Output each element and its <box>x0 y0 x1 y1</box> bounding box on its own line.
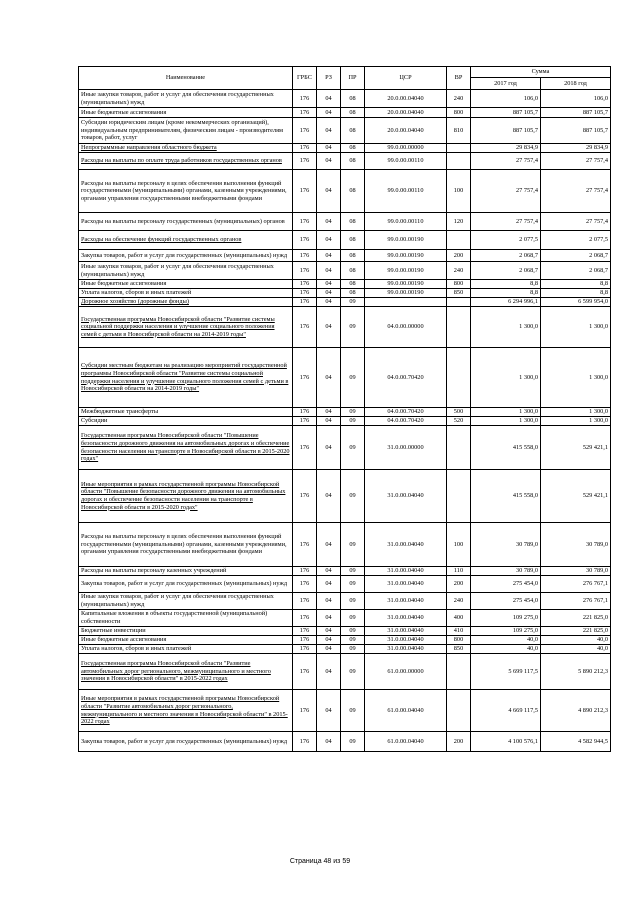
cell-sum-2017: 109 275,0 <box>471 610 541 627</box>
cell-sum-2017: 8,8 <box>471 280 541 289</box>
cell-csr: 31.0.00.04040 <box>365 576 447 593</box>
cell-sum-2017: 1 300,0 <box>471 408 541 417</box>
cell-vr <box>447 654 471 690</box>
cell-vr: 850 <box>447 645 471 654</box>
cell-sum-2018: 276 767,1 <box>541 593 611 610</box>
cell-csr <box>365 298 447 307</box>
cell-pr: 08 <box>341 231 365 250</box>
cell-pr: 09 <box>341 307 365 348</box>
cell-sum-2017: 415 558,0 <box>471 470 541 523</box>
cell-grbs: 176 <box>293 610 317 627</box>
cell-pr: 08 <box>341 289 365 298</box>
cell-csr: 31.0.00.04040 <box>365 645 447 654</box>
cell-sum-2018: 27 757,4 <box>541 153 611 170</box>
cell-sum-2018: 30 789,0 <box>541 523 611 567</box>
cell-name: Государственная программа Новосибирской области "Повышение безопасности дорожного движения на автомобильных дорогах и обеспечение безопасности населения на транспорте в Новосибирской области в 2015-2020 годах" <box>79 426 293 470</box>
table-row <box>79 118 611 144</box>
cell-csr: 31.0.00.04040 <box>365 470 447 523</box>
cell-grbs: 176 <box>293 213 317 231</box>
cell-grbs: 176 <box>293 298 317 307</box>
cell-sum-2018: 529 421,1 <box>541 470 611 523</box>
cell-vr: 500 <box>447 408 471 417</box>
cell-sum-2017: 109 275,0 <box>471 627 541 636</box>
header-grbs: ГРБС <box>293 67 317 90</box>
cell-name: Государственная программа Новосибирской области "Развитие автомобильных дорог регионального, межмуниципального и местного значения в Новосибирской области" в 2015-2022 годах <box>79 654 293 690</box>
cell-vr: 400 <box>447 610 471 627</box>
cell-csr: 04.0.00.70420 <box>365 417 447 426</box>
cell-pr: 09 <box>341 627 365 636</box>
cell-name: Закупка товаров, работ и услуг для государственных (муниципальных) нужд <box>79 732 293 752</box>
cell-csr: 31.0.00.00000 <box>365 426 447 470</box>
table-row <box>79 627 611 636</box>
cell-rz: 04 <box>317 610 341 627</box>
cell-sum-2018: 8,8 <box>541 289 611 298</box>
cell-rz: 04 <box>317 118 341 144</box>
cell-rz: 04 <box>317 153 341 170</box>
cell-grbs: 176 <box>293 231 317 250</box>
cell-name: Иные бюджетные ассигнования <box>79 280 293 289</box>
cell-sum-2018: 27 757,4 <box>541 170 611 213</box>
cell-grbs: 176 <box>293 262 317 280</box>
cell-grbs: 176 <box>293 170 317 213</box>
cell-rz: 04 <box>317 636 341 645</box>
cell-sum-2018: 4 582 944,5 <box>541 732 611 752</box>
cell-grbs: 176 <box>293 593 317 610</box>
cell-csr: 04.0.00.70420 <box>365 408 447 417</box>
cell-vr: 200 <box>447 576 471 593</box>
cell-name: Непрограммные направления областного бюджета <box>79 144 293 153</box>
cell-csr: 99.0.00.00110 <box>365 153 447 170</box>
cell-rz: 04 <box>317 576 341 593</box>
cell-rz: 04 <box>317 280 341 289</box>
cell-sum-2017: 1 300,0 <box>471 348 541 408</box>
header-year-2018: 2018 год <box>541 78 611 90</box>
cell-sum-2018: 30 789,0 <box>541 567 611 576</box>
cell-vr: 240 <box>447 90 471 108</box>
cell-name: Субсидии <box>79 417 293 426</box>
cell-vr <box>447 144 471 153</box>
cell-vr: 200 <box>447 732 471 752</box>
cell-pr: 09 <box>341 408 365 417</box>
header-name: Наименование <box>79 67 293 90</box>
cell-grbs: 176 <box>293 627 317 636</box>
cell-pr: 09 <box>341 636 365 645</box>
cell-sum-2018: 27 757,4 <box>541 213 611 231</box>
cell-pr: 09 <box>341 417 365 426</box>
table-row <box>79 144 611 153</box>
cell-pr: 09 <box>341 298 365 307</box>
cell-grbs: 176 <box>293 690 317 732</box>
cell-sum-2018: 276 767,1 <box>541 576 611 593</box>
cell-name: Бюджетные инвестиции <box>79 627 293 636</box>
cell-sum-2018: 1 300,0 <box>541 307 611 348</box>
cell-rz: 04 <box>317 426 341 470</box>
cell-rz: 04 <box>317 627 341 636</box>
cell-pr: 09 <box>341 523 365 567</box>
cell-name: Иные закупки товаров, работ и услуг для обеспечения государственных (муниципальных) нужд <box>79 593 293 610</box>
page-number: Страница 48 из 59 <box>289 858 351 865</box>
table-row <box>79 153 611 170</box>
cell-grbs: 176 <box>293 408 317 417</box>
cell-rz: 04 <box>317 231 341 250</box>
cell-vr <box>447 426 471 470</box>
cell-grbs: 176 <box>293 280 317 289</box>
cell-sum-2017: 275 454,0 <box>471 576 541 593</box>
table-row <box>79 593 611 610</box>
table-row <box>79 213 611 231</box>
cell-pr: 09 <box>341 610 365 627</box>
cell-pr: 09 <box>341 732 365 752</box>
cell-pr: 09 <box>341 690 365 732</box>
cell-csr: 99.0.00.00000 <box>365 144 447 153</box>
cell-sum-2018: 40,0 <box>541 636 611 645</box>
cell-vr <box>447 231 471 250</box>
cell-sum-2017: 27 757,4 <box>471 153 541 170</box>
cell-sum-2018: 1 300,0 <box>541 408 611 417</box>
table-row <box>79 262 611 280</box>
cell-pr: 09 <box>341 348 365 408</box>
cell-name: Дорожное хозяйство (дорожные фонды) <box>79 298 293 307</box>
table-row <box>79 426 611 470</box>
cell-sum-2018: 5 890 212,3 <box>541 654 611 690</box>
cell-vr: 100 <box>447 170 471 213</box>
table-row <box>79 170 611 213</box>
cell-pr: 08 <box>341 144 365 153</box>
cell-sum-2017: 275 454,0 <box>471 593 541 610</box>
cell-sum-2018: 2 068,7 <box>541 250 611 262</box>
cell-grbs: 176 <box>293 118 317 144</box>
cell-sum-2017: 4 100 576,1 <box>471 732 541 752</box>
cell-rz: 04 <box>317 90 341 108</box>
cell-name: Расходы на выплаты персоналу казенных учреждений <box>79 567 293 576</box>
table-row <box>79 250 611 262</box>
cell-csr: 31.0.00.04040 <box>365 610 447 627</box>
cell-sum-2017: 40,0 <box>471 636 541 645</box>
table-row <box>79 690 611 732</box>
cell-grbs: 176 <box>293 567 317 576</box>
header-vr: ВР <box>447 67 471 90</box>
cell-name: Иные мероприятия в рамках государственной программы Новосибирской области "Развитие автомобильных дорог регионального, межмуниципального и местного значения в Новосибирской области" в 2015-2022 годах <box>79 690 293 732</box>
cell-sum-2018: 2 077,5 <box>541 231 611 250</box>
cell-pr: 08 <box>341 118 365 144</box>
cell-sum-2018: 887 105,7 <box>541 108 611 118</box>
cell-name: Расходы на выплаты персоналу в целях обеспечения выполнения функций государственными (муниципальными) органами, казенными учреждениями, органами управления государственными внебюджетными фондами <box>79 170 293 213</box>
cell-pr: 09 <box>341 567 365 576</box>
cell-csr: 99.0.00.00190 <box>365 250 447 262</box>
cell-pr: 09 <box>341 645 365 654</box>
cell-name: Иные закупки товаров, работ и услуг для обеспечения государственных (муниципальных) нужд <box>79 262 293 280</box>
cell-rz: 04 <box>317 523 341 567</box>
cell-rz: 04 <box>317 298 341 307</box>
cell-csr: 04.0.00.70420 <box>365 348 447 408</box>
cell-name: Расходы на выплаты персоналу государственных (муниципальных) органов <box>79 213 293 231</box>
cell-sum-2017: 106,0 <box>471 90 541 108</box>
cell-sum-2017: 2 068,7 <box>471 262 541 280</box>
cell-rz: 04 <box>317 250 341 262</box>
cell-sum-2017: 2 077,5 <box>471 231 541 250</box>
header-rz: РЗ <box>317 67 341 90</box>
cell-csr: 61.0.00.04040 <box>365 732 447 752</box>
cell-pr: 08 <box>341 262 365 280</box>
cell-vr: 240 <box>447 262 471 280</box>
cell-sum-2017: 8,8 <box>471 289 541 298</box>
cell-pr: 08 <box>341 108 365 118</box>
cell-vr: 800 <box>447 280 471 289</box>
cell-pr: 08 <box>341 250 365 262</box>
table-body <box>79 90 611 752</box>
cell-vr: 520 <box>447 417 471 426</box>
table-row <box>79 470 611 523</box>
cell-name: Иные бюджетные ассигнования <box>79 636 293 645</box>
cell-vr: 110 <box>447 567 471 576</box>
cell-sum-2018: 106,0 <box>541 90 611 108</box>
cell-vr: 850 <box>447 289 471 298</box>
table-row <box>79 280 611 289</box>
table-row <box>79 576 611 593</box>
cell-pr: 08 <box>341 213 365 231</box>
cell-sum-2017: 2 068,7 <box>471 250 541 262</box>
cell-sum-2018: 221 825,0 <box>541 627 611 636</box>
cell-name: Иные мероприятия в рамках государственной программы Новосибирской области "Повышение безопасности дорожного движения на автомобильных дорогах и обеспечение безопасности населения на транспорте в Новосибирской области в 2015-2020 годах" <box>79 470 293 523</box>
cell-pr: 08 <box>341 280 365 289</box>
cell-grbs: 176 <box>293 576 317 593</box>
cell-csr: 04.0.00.00000 <box>365 307 447 348</box>
cell-csr: 99.0.00.00110 <box>365 170 447 213</box>
cell-sum-2017: 40,0 <box>471 645 541 654</box>
table-row <box>79 289 611 298</box>
cell-grbs: 176 <box>293 348 317 408</box>
cell-sum-2017: 29 834,9 <box>471 144 541 153</box>
table-row <box>79 523 611 567</box>
cell-name: Капитальные вложения в объекты государственной (муниципальной) собственности <box>79 610 293 627</box>
table-row <box>79 654 611 690</box>
cell-pr: 08 <box>341 90 365 108</box>
cell-rz: 04 <box>317 645 341 654</box>
cell-pr: 09 <box>341 576 365 593</box>
cell-name: Закупка товаров, работ и услуг для государственных (муниципальных) нужд <box>79 576 293 593</box>
cell-sum-2018: 1 300,0 <box>541 417 611 426</box>
cell-vr: 800 <box>447 108 471 118</box>
cell-name: Межбюджетные трансферты <box>79 408 293 417</box>
cell-csr: 20.0.00.04040 <box>365 90 447 108</box>
budget-table <box>78 66 611 752</box>
cell-sum-2018: 29 834,9 <box>541 144 611 153</box>
cell-name: Иные бюджетные ассигнования <box>79 108 293 118</box>
header-row-top <box>79 67 611 78</box>
cell-vr <box>447 298 471 307</box>
cell-csr: 99.0.00.00190 <box>365 262 447 280</box>
cell-name: Субсидии юридическим лицам (кроме некоммерческих организаций), индивидуальным предпринимателям, физическим лицам - производителям товаров, работ, услуг <box>79 118 293 144</box>
cell-vr: 120 <box>447 213 471 231</box>
cell-rz: 04 <box>317 690 341 732</box>
cell-pr: 09 <box>341 593 365 610</box>
cell-sum-2018: 4 890 212,3 <box>541 690 611 732</box>
cell-name: Субсидии местным бюджетам на реализацию мероприятий государственной программы Новосибирской области "Развитие системы социальной поддержки населения и улучшение социального положения семей с детьми в Новосибирской области на 2014-2019 годы" <box>79 348 293 408</box>
cell-vr <box>447 470 471 523</box>
cell-csr: 99.0.00.00190 <box>365 280 447 289</box>
cell-grbs: 176 <box>293 144 317 153</box>
table-row <box>79 108 611 118</box>
cell-pr: 08 <box>341 170 365 213</box>
cell-rz: 04 <box>317 408 341 417</box>
cell-rz: 04 <box>317 144 341 153</box>
cell-rz: 04 <box>317 213 341 231</box>
cell-rz: 04 <box>317 654 341 690</box>
table-row <box>79 298 611 307</box>
cell-csr: 20.0.00.04040 <box>365 118 447 144</box>
table-row <box>79 636 611 645</box>
cell-sum-2017: 1 300,0 <box>471 307 541 348</box>
cell-pr: 09 <box>341 470 365 523</box>
cell-sum-2018: 2 068,7 <box>541 262 611 280</box>
cell-grbs: 176 <box>293 470 317 523</box>
cell-sum-2017: 27 757,4 <box>471 213 541 231</box>
table-row <box>79 645 611 654</box>
table-row <box>79 732 611 752</box>
cell-vr <box>447 348 471 408</box>
cell-rz: 04 <box>317 593 341 610</box>
cell-rz: 04 <box>317 348 341 408</box>
cell-sum-2018: 40,0 <box>541 645 611 654</box>
cell-sum-2018: 221 825,0 <box>541 610 611 627</box>
cell-vr <box>447 690 471 732</box>
cell-csr: 99.0.00.00110 <box>365 213 447 231</box>
cell-rz: 04 <box>317 262 341 280</box>
cell-name: Иные закупки товаров, работ и услуг для обеспечения государственных (муниципальных) нужд <box>79 90 293 108</box>
cell-grbs: 176 <box>293 250 317 262</box>
table-row <box>79 307 611 348</box>
header-sum: Сумма <box>471 67 611 78</box>
cell-vr: 200 <box>447 250 471 262</box>
table-row <box>79 417 611 426</box>
cell-name: Расходы на выплаты персоналу в целях обеспечения выполнения функций государственными (муниципальными) органами, казенными учреждениями, органами управления государственными внебюджетными фондами <box>79 523 293 567</box>
cell-grbs: 176 <box>293 654 317 690</box>
cell-rz: 04 <box>317 289 341 298</box>
cell-pr: 09 <box>341 654 365 690</box>
cell-sum-2017: 27 757,4 <box>471 170 541 213</box>
cell-grbs: 176 <box>293 426 317 470</box>
cell-vr: 810 <box>447 118 471 144</box>
cell-sum-2018: 8,8 <box>541 280 611 289</box>
cell-sum-2017: 1 300,0 <box>471 417 541 426</box>
cell-grbs: 176 <box>293 636 317 645</box>
cell-sum-2018: 1 300,0 <box>541 348 611 408</box>
cell-name: Закупка товаров, работ и услуг для государственных (муниципальных) нужд <box>79 250 293 262</box>
cell-rz: 04 <box>317 108 341 118</box>
cell-name: Уплата налогов, сборов и иных платежей <box>79 645 293 654</box>
cell-vr <box>447 307 471 348</box>
cell-sum-2017: 30 789,0 <box>471 567 541 576</box>
cell-grbs: 176 <box>293 307 317 348</box>
cell-rz: 04 <box>317 307 341 348</box>
cell-csr: 31.0.00.04040 <box>365 567 447 576</box>
table-row <box>79 231 611 250</box>
cell-grbs: 176 <box>293 289 317 298</box>
cell-name: Расходы на обеспечение функций государственных органов <box>79 231 293 250</box>
cell-grbs: 176 <box>293 417 317 426</box>
cell-rz: 04 <box>317 732 341 752</box>
cell-sum-2018: 529 421,1 <box>541 426 611 470</box>
cell-csr: 99.0.00.00190 <box>365 289 447 298</box>
cell-sum-2018: 6 599 954,0 <box>541 298 611 307</box>
cell-grbs: 176 <box>293 90 317 108</box>
cell-csr: 61.0.00.00000 <box>365 654 447 690</box>
cell-sum-2017: 6 294 996,1 <box>471 298 541 307</box>
cell-sum-2017: 4 669 117,5 <box>471 690 541 732</box>
cell-sum-2017: 5 699 117,5 <box>471 654 541 690</box>
cell-rz: 04 <box>317 417 341 426</box>
cell-name: Уплата налогов, сборов и иных платежей <box>79 289 293 298</box>
cell-sum-2017: 887 105,7 <box>471 108 541 118</box>
cell-csr: 31.0.00.04040 <box>365 523 447 567</box>
cell-grbs: 176 <box>293 108 317 118</box>
cell-grbs: 176 <box>293 153 317 170</box>
cell-vr: 800 <box>447 636 471 645</box>
cell-csr: 20.0.00.04040 <box>365 108 447 118</box>
cell-sum-2017: 30 789,0 <box>471 523 541 567</box>
header-csr: ЦСР <box>365 67 447 90</box>
cell-csr: 61.0.00.04040 <box>365 690 447 732</box>
cell-csr: 31.0.00.04040 <box>365 593 447 610</box>
table-row <box>79 90 611 108</box>
table-row <box>79 408 611 417</box>
cell-sum-2018: 887 105,7 <box>541 118 611 144</box>
cell-pr: 09 <box>341 426 365 470</box>
table-row <box>79 567 611 576</box>
table-row <box>79 610 611 627</box>
cell-csr: 31.0.00.04040 <box>365 636 447 645</box>
cell-csr: 31.0.00.04040 <box>365 627 447 636</box>
cell-sum-2017: 887 105,7 <box>471 118 541 144</box>
cell-grbs: 176 <box>293 523 317 567</box>
cell-grbs: 176 <box>293 645 317 654</box>
cell-vr: 100 <box>447 523 471 567</box>
cell-sum-2017: 415 558,0 <box>471 426 541 470</box>
cell-name: Государственная программа Новосибирской области "Развитие системы социальной поддержки населения и улучшение социального положения семей с детьми в Новосибирской области на 2014-2019 годы" <box>79 307 293 348</box>
cell-vr <box>447 153 471 170</box>
cell-rz: 04 <box>317 470 341 523</box>
cell-rz: 04 <box>317 567 341 576</box>
cell-vr: 410 <box>447 627 471 636</box>
header-pr: ПР <box>341 67 365 90</box>
cell-pr: 08 <box>341 153 365 170</box>
cell-vr: 240 <box>447 593 471 610</box>
cell-csr: 99.0.00.00190 <box>365 231 447 250</box>
cell-name: Расходы на выплаты по оплате труда работников государственных органов <box>79 153 293 170</box>
cell-grbs: 176 <box>293 732 317 752</box>
table-row <box>79 348 611 408</box>
cell-rz: 04 <box>317 170 341 213</box>
header-year-2017: 2017 год <box>471 78 541 90</box>
